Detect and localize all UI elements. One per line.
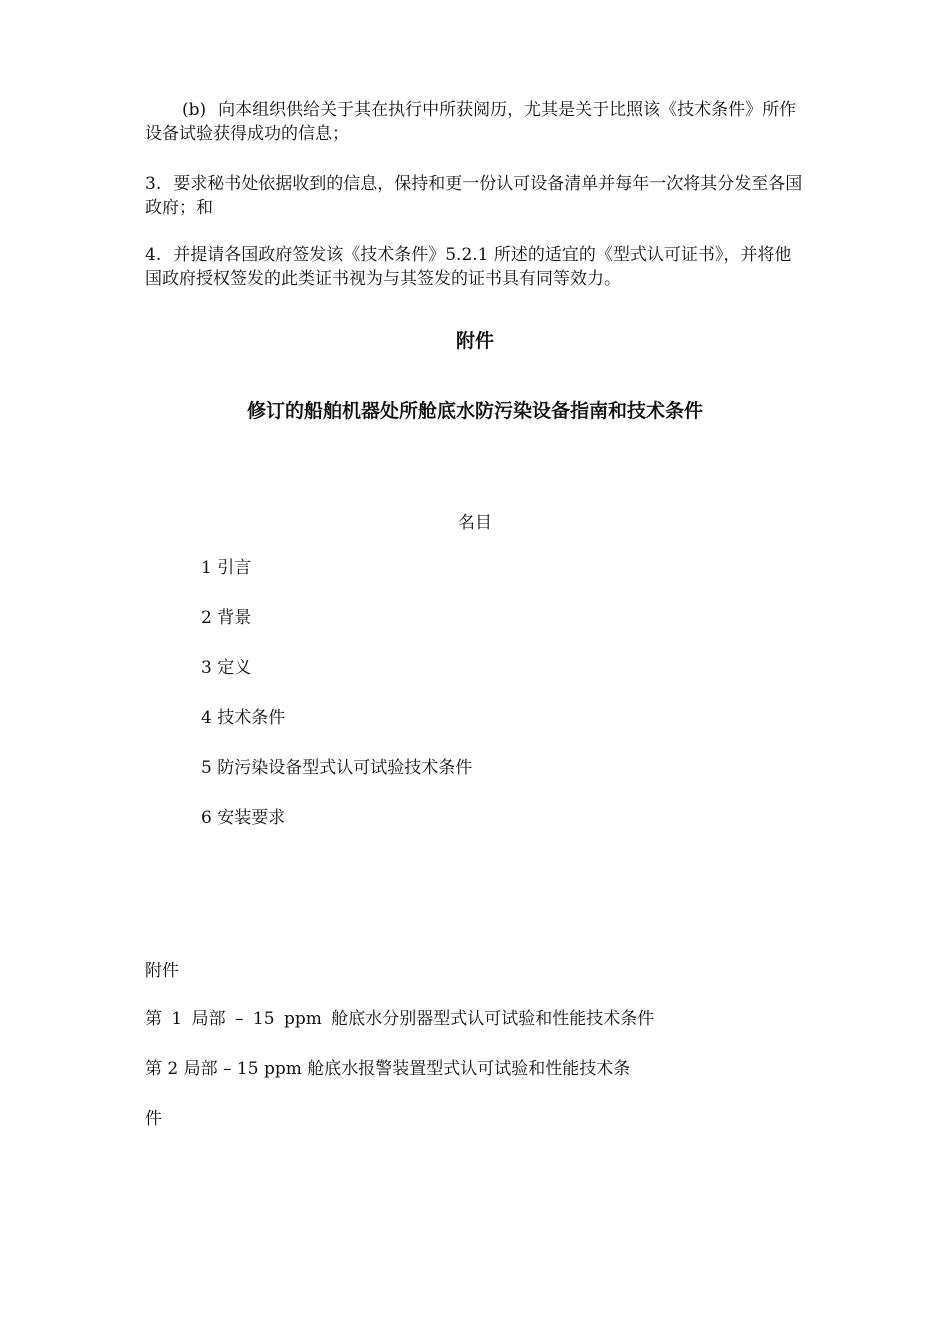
- appendix-part-2-continuation: 件: [145, 1109, 162, 1129]
- paragraph-b-label: (b): [182, 100, 207, 120]
- toc-item-introduction: 1 引言: [201, 558, 252, 578]
- paragraph-b-text: 向本组织供给关于其在执行中所获阅历，尤其是关于比照该《技术条件》所作设备试验获得成功的信息；: [145, 100, 797, 144]
- paragraph-4-text: 并提请各国政府签发该《技术条件》5.2.1 所述的适宜的《型式认可证书》，并将他国政府授权签发的此类证书视为与其签发的证书具有同等效力。: [145, 245, 792, 289]
- toc-list: [201, 556, 472, 856]
- toc-item-installation-requirements: 6 安装要求: [201, 808, 286, 828]
- toc-item-definitions: 3 定义: [201, 658, 252, 678]
- document-title: 修订的船舶机器处所舱底水防污染设备指南和技术条件: [246, 400, 703, 422]
- toc-item-type-approval-tests: 5 防污染设备型式认可试验技术条件: [201, 758, 473, 778]
- appendix-part-1: 第 1 局部 – 15 ppm 舱底水分别器型式认可试验和性能技术条件: [145, 1009, 655, 1029]
- appendix-label: 附件: [145, 961, 179, 981]
- appendix-part-2: 第 2 局部 – 15 ppm 舱底水报警装置型式认可试验和性能技术条: [145, 1059, 631, 1079]
- paragraph-4: [145, 243, 805, 291]
- paragraph-3-text: 要求秘书处依据收到的信息，保持和更一份认可设备清单并每年一次将其分发至各国政府；和: [145, 174, 803, 218]
- paragraph-b: [145, 98, 805, 146]
- paragraph-4-label: 4.: [145, 245, 162, 265]
- paragraph-3: [145, 172, 805, 220]
- toc-title: 名目: [458, 513, 492, 533]
- annex-heading: 附件: [455, 330, 494, 352]
- toc-item-background: 2 背景: [201, 608, 252, 628]
- paragraph-3-label: 3.: [145, 174, 162, 194]
- toc-item-technical-conditions: 4 技术条件: [201, 708, 286, 728]
